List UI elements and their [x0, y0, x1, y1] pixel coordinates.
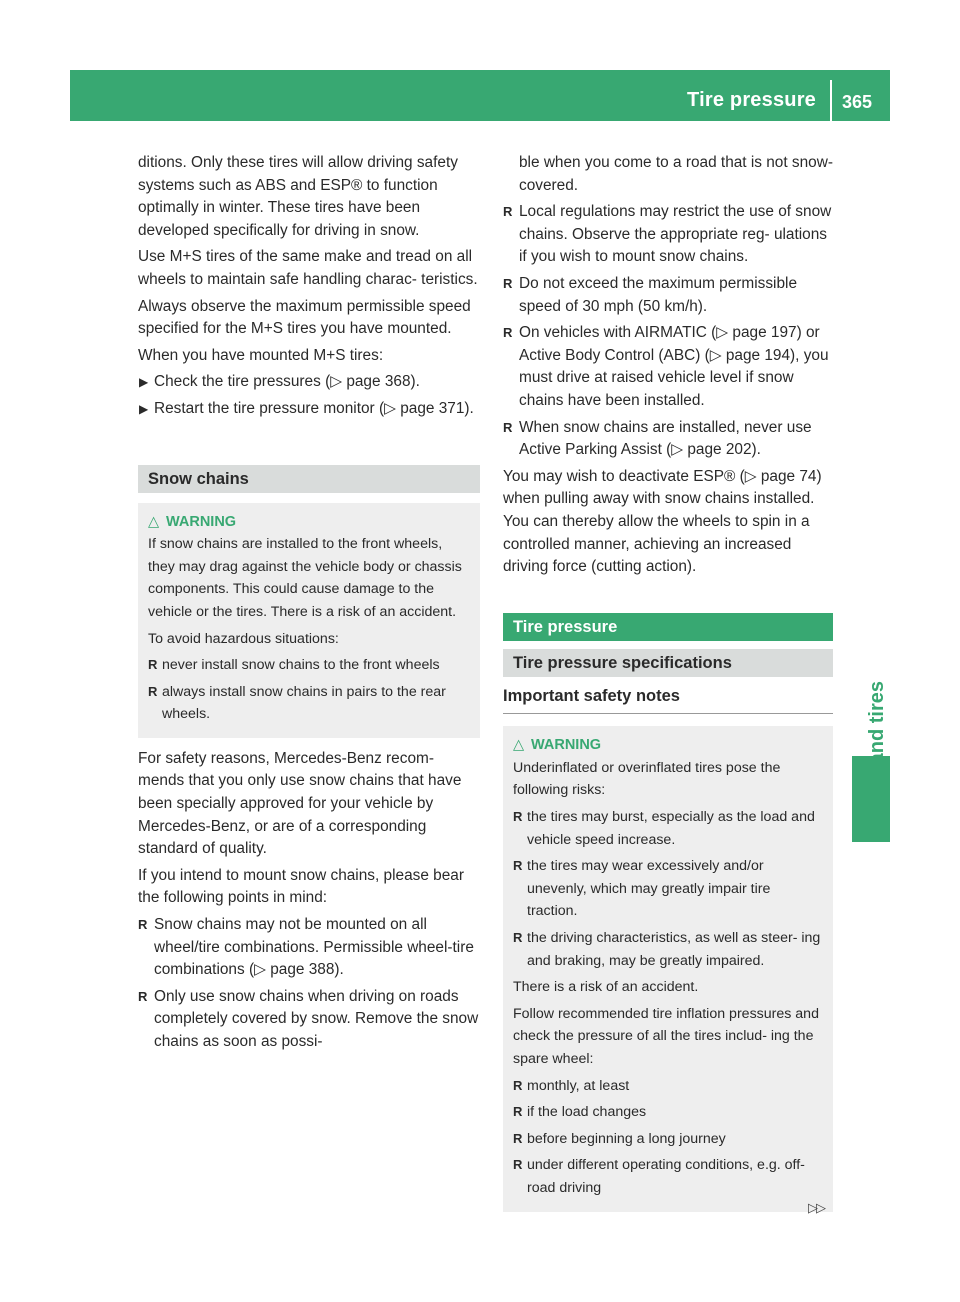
list-item: R never install snow chains to the front wheels [148, 654, 470, 677]
list-item: R Do not exceed the maximum permissible speed of 30 mph (50 km/h). [503, 274, 798, 315]
paragraph: You may wish to deactivate ESP® (▷ page 74) when pulling away with snow chains installed. You can thereby allow the wheels to spin in a controlled manner, achieving an increased driving force (cutting action). [503, 467, 822, 576]
list-item: R always install snow chains in pairs to the rear wheels. [148, 681, 470, 726]
warning-box [503, 726, 833, 1211]
list-item: R Only use snow chains when driving on roads completely covered by snow. Remove the snow chains as soon as possi- [138, 987, 479, 1050]
warning-text: Follow recommended tire inflation pressures and check the pressure of all the tires includ- ing the spare wheel: [513, 1005, 819, 1067]
step-item: ▶ Check the tire pressures (▷ page 368). [138, 371, 480, 394]
spacer [503, 641, 833, 649]
bullet-icon: R [513, 809, 523, 825]
paragraph: ditions. Only these tires will allow driving safety systems such as ABS and ESP® to function optimally in winter. These tires have been developed specifically for driving in snow. [138, 154, 458, 239]
bullet-icon: R [503, 419, 513, 435]
list-item: R On vehicles with AIRMATIC (▷ page 197) or Active Body Control (ABC) (▷ page 194), you must drive at raised vehicle level if snow chains have been installed. [503, 324, 829, 409]
list-item: R the tires may wear excessively and/or unevenly, which may greatly impair tire traction. [513, 855, 823, 923]
header-divider [830, 80, 832, 121]
bullet-icon: R [503, 275, 513, 291]
warning-text: To avoid hazardous situations: [148, 630, 339, 647]
list-item-continued: ble when you come to a road that is not snow-covered. [519, 154, 833, 194]
warning-text: Underinflated or overinflated tires pose the following risks: [513, 759, 781, 799]
running-header-title: Tire pressure [687, 89, 816, 111]
list-item: R before beginning a long journey [513, 1128, 823, 1151]
warning-box [138, 503, 480, 738]
paragraph: Always observe the maximum permissible speed specified for the M+S tires you have mounted. [138, 297, 471, 338]
bullet-icon: R [513, 1130, 523, 1146]
paragraph: If you intend to mount snow chains, please bear the following points in mind: [138, 866, 464, 907]
paragraph: For safety reasons, Mercedes-Benz recom- mends that you only use snow chains that have been specially approved for your vehicle by Mercedes-Benz, or are of a corresponding standard of quality. [138, 749, 462, 858]
section-heading-tire-pressure: Tire pressure [503, 613, 833, 641]
bullet-icon: R [148, 683, 158, 699]
bullet-icon: R [513, 858, 523, 874]
list-item: R monthly, at least [513, 1075, 823, 1098]
bullet-icon: R [513, 1077, 523, 1093]
left-column [138, 152, 480, 1058]
spacer [503, 714, 833, 726]
bullet-icon: R [513, 930, 523, 946]
spacer [138, 493, 480, 503]
continue-icon: ▷▷ [808, 1200, 824, 1215]
side-tab [852, 121, 890, 1161]
warning-triangle-icon: △ [513, 737, 525, 754]
list-item: R the driving characteristics, as well as steer- ing and braking, may be greatly impaired. [513, 927, 823, 972]
header-bar [70, 70, 890, 121]
side-tab-marker [852, 756, 890, 842]
bullet-icon: R [138, 988, 148, 1004]
bullet-icon: R [148, 657, 158, 673]
spacer [138, 425, 480, 465]
spacer [503, 583, 833, 613]
bullet-icon: R [513, 1104, 523, 1120]
list-item: R Snow chains may not be mounted on all wheel/tire combinations. Permissible wheel-tire combinations (▷ page 388). [138, 916, 474, 979]
step-item: ▶ Restart the tire pressure monitor (▷ page 371). [138, 398, 480, 421]
list-item: R Local regulations may restrict the use of snow chains. Observe the appropriate reg- ulations if you wish to mount snow chains. [503, 203, 832, 266]
list-item: R the tires may burst, especially as the load and vehicle speed increase. [513, 806, 823, 851]
paragraph: When you have mounted M+S tires: [138, 346, 384, 364]
warning-heading: △ WARNING [513, 734, 823, 757]
list-item: R When snow chains are installed, never use Active Parking Assist (▷ page 202). [503, 418, 812, 459]
list-item: R if the load changes [513, 1101, 823, 1124]
bullet-icon: R [138, 917, 148, 933]
bullet-icon: R [513, 1157, 523, 1173]
warning-text: There is a risk of an accident. [513, 979, 699, 996]
spacer [138, 738, 480, 748]
paragraph: Use M+S tires of the same make and tread on all wheels to maintain safe handling charac- teristics. [138, 248, 478, 288]
subsection-heading-specifications: Tire pressure specifications [503, 649, 833, 677]
warning-heading: △ WARNING [148, 511, 470, 534]
warning-triangle-icon: △ [148, 513, 160, 530]
warning-text: If snow chains are installed to the front wheels, they may drag against the vehicle body or chassis components. This could cause damage to the vehicle or the tires. There is a risk of an accident. [148, 536, 462, 620]
bullet-icon: R [503, 325, 513, 341]
arrow-icon: ▶ [139, 401, 149, 416]
section-heading-snow-chains: Snow chains [138, 465, 480, 493]
arrow-icon: ▶ [139, 375, 149, 390]
page-number: 365 [842, 92, 873, 112]
bullet-icon: R [503, 204, 513, 220]
list-item: R under different operating conditions, e.g. off-road driving [513, 1154, 823, 1199]
right-column [503, 152, 833, 1212]
minor-heading-safety-notes: Important safety notes [503, 677, 833, 715]
